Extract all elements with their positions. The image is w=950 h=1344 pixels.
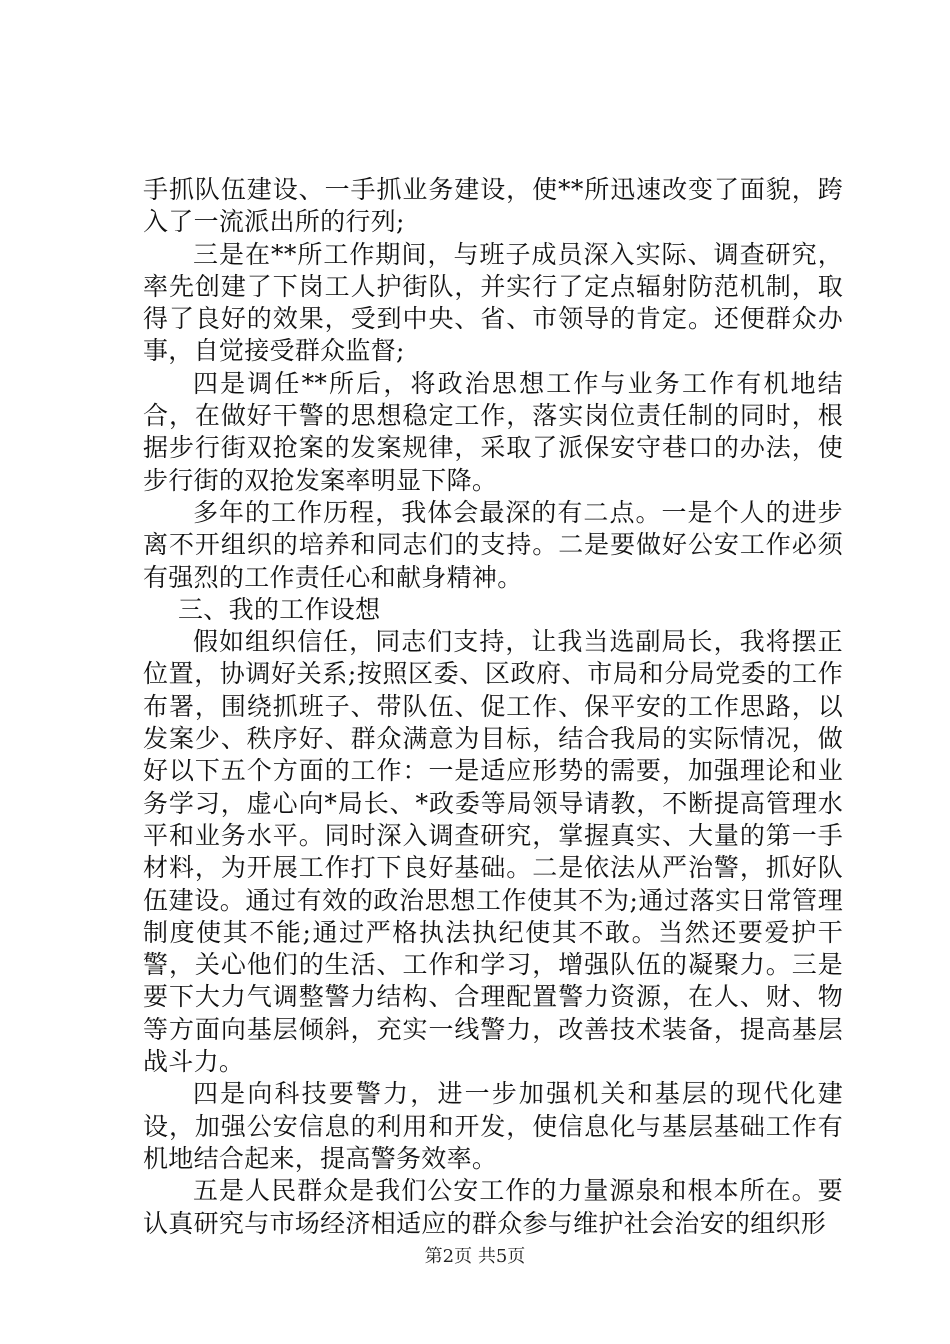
paragraph-2: 三是在**所工作期间，与班子成员深入实际、调查研究，率先创建了下岗工人护街队，并实行了定点辐射防范机制，取得了良好的效果，受到中央、省、市领导的肯定。还便群众办事，自觉接受群众监督; <box>143 239 843 366</box>
paragraph-4: 多年的工作历程，我体会最深的有二点。一是个人的进步离不开组织的培养和同志们的支持。二是要做好公安工作必须有强烈的工作责任心和献身精神。 <box>143 497 843 592</box>
page-number-footer: 第2页 共5页 <box>424 1246 526 1267</box>
paragraph-7: 五是人民群众是我们公安工作的力量源泉和根本所在。要认真研究与市场经济相适应的群众参与维护社会治安的组织形 <box>143 1176 843 1238</box>
paragraph-1: 手抓队伍建设、一手抓业务建设，使**所迅速改变了面貌，跨入了一流派出所的行列; <box>143 175 843 237</box>
document-body <box>143 174 843 1240</box>
paragraph-3: 四是调任**所后，将政治思想工作与业务工作有机地结合，在做好干警的思想稳定工作，落实岗位责任制的同时，根据步行街双抢案的发案规律，采取了派保安守巷口的办法，使步行街的双抢发案率明显下降。 <box>143 368 843 495</box>
paragraph-6: 四是向科技要警力，进一步加强机关和基层的现代化建设，加强公安信息的利用和开发，使信息化与基层基础工作有机地结合起来，提高警务效率。 <box>143 1079 843 1173</box>
paragraph-5: 假如组织信任，同志们支持，让我当选副局长，我将摆正位置，协调好关系;按照区委、区政府、市局和分局党委的工作布署，围绕抓班子、带队伍、促工作、保平安的工作思路，以发案少、秩序好、群众满意为目标，结合我局的实际情况，做好以下五个方面的工作：一是适应形势的需要，加强理论和业务学习，虚心向*局长、*政委等局领导请教，不断提高管理水平和业务水平。同时深入调查研究，掌握真实、大量的第一手材料，为开展工作打下良好基础。二是依法从严治警，抓好队伍建设。通过有效的政治思想工作使其不为;通过落实日常管理制度使其不能;通过严格执法执纪使其不敢。当然还要爱护干警，关心他们的生活、工作和学习，增强队伍的凝聚力。三是要下大力气调整警力结构、合理配置警力资源，在人、财、物等方面向基层倾斜，充实一线警力，改善技术装备，提高基层战斗力。 <box>143 627 843 1077</box>
section-heading: 三、我的工作设想 <box>178 594 381 624</box>
